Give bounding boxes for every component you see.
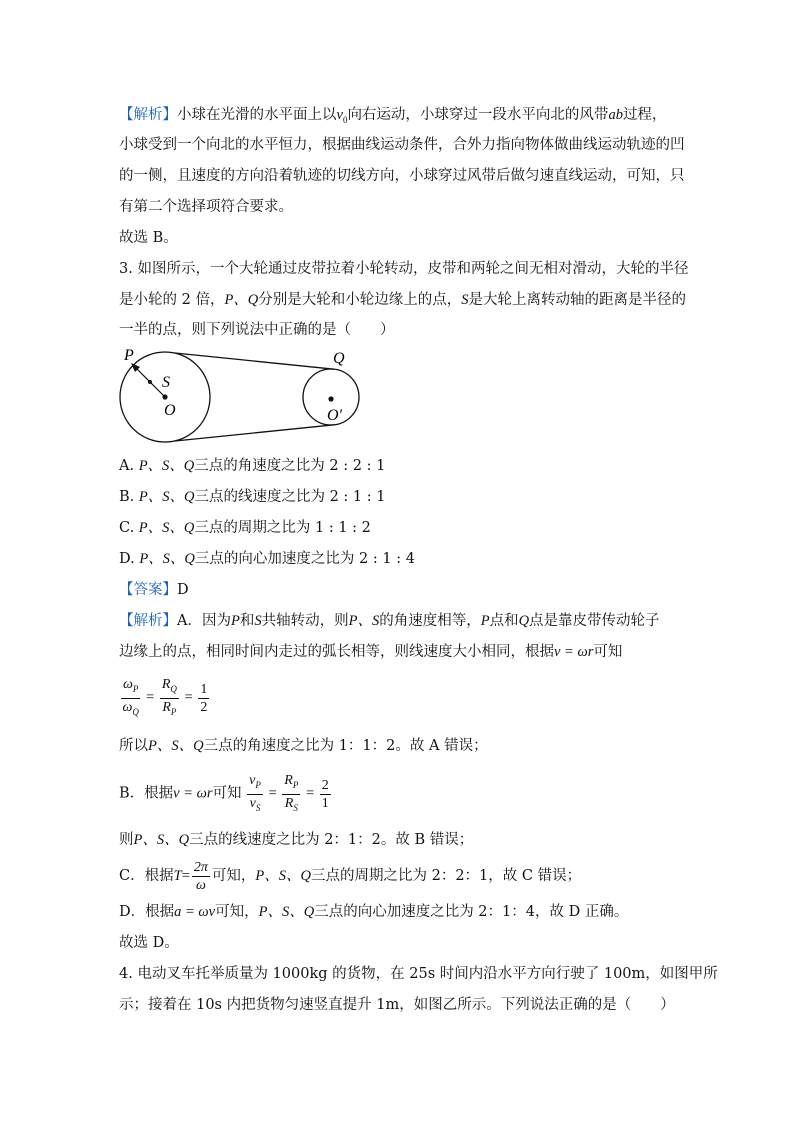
q4-stem-line-2: 示；接着在 10s 内把货物匀速竖直提升 1m，如图乙所示。下列说法正确的是（ ） — [119, 997, 675, 1013]
option-c: C. P、S、Q三点的周期之比为 1 : 1 : 2 — [119, 520, 371, 536]
option-d: D. P、S、Q三点的向心加速度之比为 2 : 1 : 4 — [119, 551, 415, 567]
q3-stem-line-2: 是小轮的 2 倍，P、Q分别是大轮和小轮边缘上的点，S是大轮上离转动轴的距离是半径的 — [119, 292, 687, 308]
answer-value: D — [177, 582, 189, 598]
label-o-prime: O′ — [327, 407, 343, 424]
answer-line — [119, 580, 679, 600]
analysis-prev-line-1: 【解析】小球在光滑的水平面上以$v_0$向右运动，小球穿过一段水平向北的风带ab过程， — [119, 107, 667, 125]
q3-stem-line-1: 3. 如图所示，一个大轮通过皮带拉着小轮转动，皮带和两轮之间无相对滑动，大轮的半径 — [119, 261, 689, 277]
label-s: S — [162, 374, 170, 391]
label-o: O — [164, 402, 176, 419]
analysis-prev-line-4: 有第二个选择项符合要求。 — [119, 199, 293, 215]
analysis-a-result: 所以P、S、Q三点的角速度之比为 1：1：2。故 A 错误； — [119, 738, 488, 754]
center-o2-dot — [328, 396, 333, 401]
q3-stem-line-3: 一半的点，则下列说法中正确的是（ ） — [119, 322, 395, 338]
label-q: Q — [333, 350, 345, 367]
point-s-dot — [148, 380, 152, 384]
label-p: P — [124, 347, 134, 364]
q4-stem-line-1: 4. 电动叉车托举质量为 1000kg 的货物，在 25s 时间内沿水平方向行驶了 100m，如图甲所 — [119, 966, 718, 982]
analysis-c-line: C．根据T= $\frac{2\pi}{\omega}$ 可知，P、S、Q三点的周期之比为 2：2：1，故 C 错误； — [119, 859, 582, 893]
analysis-prev-line-2: 小球受到一个向北的水平恒力，根据曲线运动条件，合外力指向物体做曲线运动轨迹的凹 — [119, 137, 685, 153]
analysis-conclusion: 故选 D。 — [119, 935, 179, 951]
analysis-tag: 【解析】 — [119, 613, 177, 629]
analysis-d-line: D．根据a = ωv可知，P、S、Q三点的向心加速度之比为 2：1：4，故 D 正确。 — [119, 904, 629, 920]
analysis-a-line-1: 【解析】A．因为P和S共轴转动，则P、S的角速度相等，P点和Q点是靠皮带传动轮子 — [119, 613, 660, 629]
belt-drive-figure — [110, 342, 370, 450]
analysis-b-line: B．根据v = ωr可知 $\frac{v_P}{v_S}$ = $\frac{R_P}{R_S}$ = $\frac{2}{1}$ — [119, 773, 329, 813]
analysis-b-result: 则P、S、Q三点的线速度之比为 2：1：2。故 B 错误； — [119, 832, 474, 848]
analysis-prev-conclusion: 故选 B。 — [119, 230, 178, 246]
equation-1: $\frac{\omega_P}{\omega_Q}$ = $\frac{R_Q}{R_P}$ = $\frac{1}{2}$ — [122, 677, 208, 717]
option-b: B. P、S、Q三点的线速度之比为 2 : 1 : 1 — [119, 489, 386, 505]
answer-tag: 【答案】 — [119, 582, 177, 598]
option-a: A. P、S、Q三点的角速度之比为 2 : 2 : 1 — [119, 458, 386, 474]
center-o-dot — [162, 394, 167, 399]
analysis-tag: 【解析】 — [119, 107, 177, 123]
analysis-prev-line-3: 的一侧，且速度的方向沿着轨迹的切线方向，小球穿过风带后做匀速直线运动，可知，只 — [119, 168, 685, 184]
analysis-a-line-2: 边缘上的点，相同时间内走过的弧长相等，则线速度大小相同，根据v = ωr可知 — [119, 644, 623, 660]
